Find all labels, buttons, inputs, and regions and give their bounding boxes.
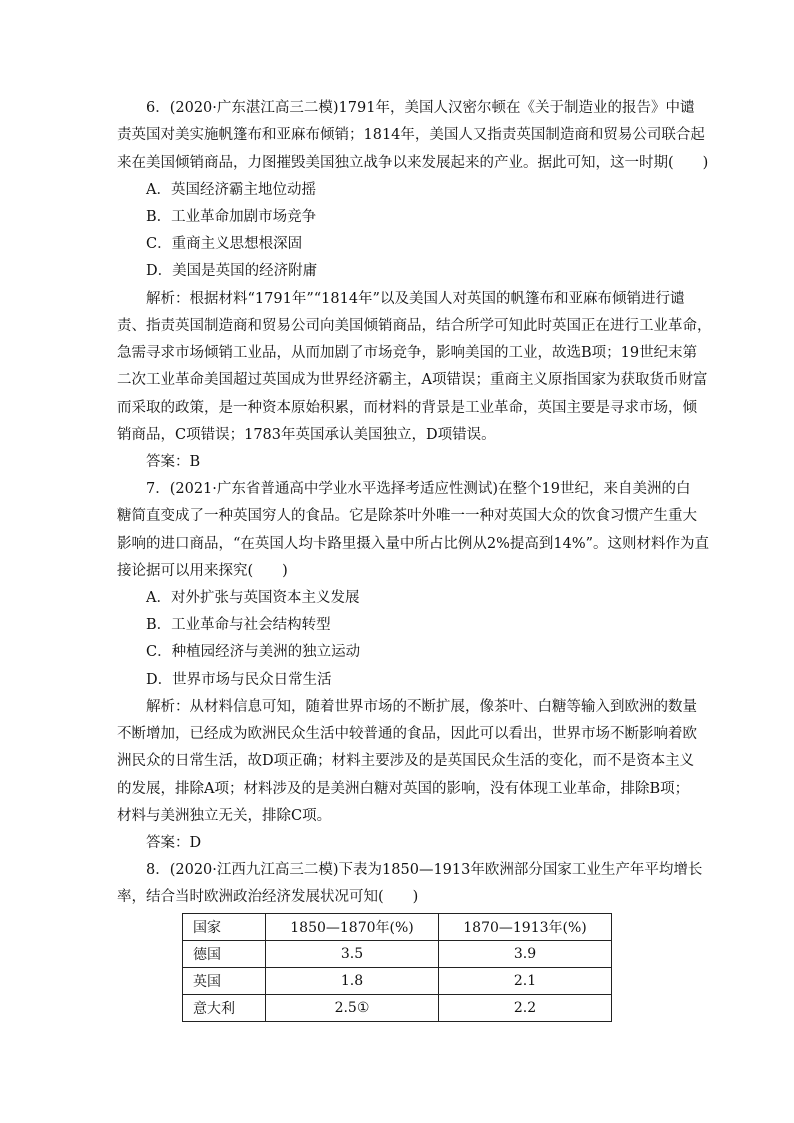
- table-row: [183, 941, 612, 968]
- q7-stem-line: 影响的进口商品，“在英国人均卡路里摄入量中所占比例从2%提高到14%”。这则材料作为直: [117, 536, 710, 552]
- q6-option-d: D．美国是英国的经济附庸: [146, 263, 318, 279]
- q6-analysis-line: 解析：根据材料“1791年”“1814年”以及美国人对英国的帆篷布和亚麻布倾销进行谴: [146, 291, 685, 307]
- q7-analysis-line: 不断增加，已经成为欧洲民众生活中较普通的食品，因此可以看出，世界市场不断影响着欧: [117, 726, 697, 742]
- table-cell: 2.5①: [266, 995, 439, 1022]
- q6-stem-line: 责英国对美实施帆篷布和亚麻布倾销；1814年，美国人又指责英国制造商和贸易公司联合起: [117, 127, 705, 143]
- table-cell: 3.9: [439, 941, 612, 968]
- q7-stem-line: 糖简直变成了一种英国穷人的食品。它是除茶叶外唯一一种对英国大众的饮食习惯产生重大: [117, 508, 697, 524]
- table-cell: 德国: [183, 941, 266, 968]
- q7-answer: 答案：D: [146, 835, 202, 851]
- table-cell: 3.5: [266, 941, 439, 968]
- q6-analysis-line: 销商品，C项错误；1783年英国承认美国独立，D项错误。: [117, 427, 496, 443]
- table-row: [183, 995, 612, 1022]
- q6-analysis-line: 而采取的政策，是一种资本原始积累，而材料的背景是工业革命，英国主要是寻求市场，倾: [117, 400, 697, 416]
- q7-analysis-line: 的发展，排除A项；材料涉及的是美洲白糖对英国的影响，没有体现工业革命，排除B项；: [117, 781, 690, 797]
- q7-stem-line: 7．(2021·广东省普通高中学业水平选择考适应性测试)在整个19世纪，来自美洲的白: [146, 481, 691, 497]
- table-header-cell: 1870—1913年(%): [439, 914, 612, 941]
- q6-stem-line: 6．(2020·广东湛江高三二模)1791年，美国人汉密尔顿在《关于制造业的报告》中谴: [146, 100, 695, 116]
- q6-analysis-line: 责、指责英国制造商和贸易公司向美国倾销商品，结合所学可知此时英国正在进行工业革命，: [117, 318, 712, 334]
- q7-option-d: D．世界市场与民众日常生活: [146, 672, 332, 688]
- table-header-cell: 1850—1870年(%): [266, 914, 439, 941]
- q6-option-a: A．英国经济霸主地位动摇: [146, 182, 316, 198]
- table-header-row: [183, 914, 612, 941]
- table-cell: 2.1: [439, 968, 612, 995]
- q7-analysis-line: 材料与美洲独立无关，排除C项。: [117, 808, 332, 824]
- q7-analysis-line: 洲民众的日常生活，故D项正确；材料主要涉及的是英国民众生活的变化，而不是资本主义: [117, 753, 695, 769]
- q6-answer: 答案：B: [146, 454, 201, 470]
- table-row: [183, 968, 612, 995]
- table-cell: 1.8: [266, 968, 439, 995]
- table-cell: 2.2: [439, 995, 612, 1022]
- q6-option-c: C．重商主义思想根深固: [146, 236, 303, 252]
- q7-analysis-line: 解析：从材料信息可知，随着世界市场的不断扩展，像茶叶、白糖等输入到欧洲的数量: [146, 699, 697, 715]
- q7-option-c: C．种植园经济与美洲的独立运动: [146, 644, 361, 660]
- q7-stem-line: 接论据可以用来探究( ): [117, 563, 288, 579]
- q8-stem-line: 8．(2020·江西九江高三二模)下表为1850—1913年欧洲部分国家工业生产年平均增长: [146, 862, 703, 878]
- q6-option-b: B．工业革命加剧市场竞争: [146, 209, 317, 225]
- q6-stem-line: 来在美国倾销商品，力图摧毁美国独立战争以来发展起来的产业。据此可知，这一时期( ): [117, 155, 709, 171]
- table-cell: 意大利: [183, 995, 266, 1022]
- table-header-cell: 国家: [183, 914, 266, 941]
- q8-stem-line: 率，结合当时欧洲政治经济发展状况可知( ): [117, 889, 419, 905]
- q6-analysis-line: 急需寻求市场倾销工业品，从而加剧了市场竞争，影响美国的工业，故选B项；19世纪末第: [117, 345, 698, 361]
- table-cell: 英国: [183, 968, 266, 995]
- q7-option-a: A．对外扩张与英国资本主义发展: [146, 590, 360, 606]
- growth-rate-table: [182, 913, 612, 1022]
- q7-option-b: B．工业革命与社会结构转型: [146, 617, 331, 633]
- q6-analysis-line: 二次工业革命美国超过英国成为世界经济霸主，A项错误；重商主义原指国家为获取货币财富: [117, 372, 708, 388]
